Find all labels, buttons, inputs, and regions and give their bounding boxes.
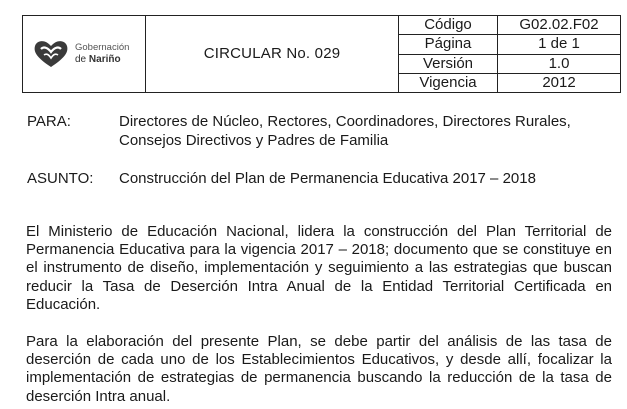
logo-text [75, 42, 129, 66]
para-line1: Directores de Núcleo, Rectores, Coordinadores, Directores Rurales, [119, 113, 571, 130]
body-paragraph-2: Para la elaboración del presente Plan, se debe partir del análisis de las tasa de deserción de cada uno de los Establecimientos Educativos, y desde allí, focalizar la implementación de estrategias de permanencia buscando la reducción de la tasa de deserción Intra anual. [26, 333, 612, 405]
logo-line2 [75, 54, 129, 66]
meta-value-vigencia: 2012 [498, 73, 621, 92]
body-paragraph-1: El Ministerio de Educación Nacional, lidera la construcción del Plan Territorial de Permanencia Educativa para la vigencia 2017 – 2018; documento que se constituye en el instrumento de diseño, implementación y seguimiento a las estrategias que buscan reducir la Tasa de Deserción Intra Anual de la Entidad Territorial Certificada en Educación. [26, 223, 612, 313]
logo-cell [23, 16, 146, 93]
meta-value-version: 1.0 [498, 54, 621, 73]
meta-value-pagina: 1 de 1 [498, 35, 621, 54]
circular-title: CIRCULAR No. 029 [146, 16, 399, 93]
document-header-table [22, 15, 621, 93]
meta-label-pagina: Página [399, 35, 498, 54]
heart-hands-logo-icon [33, 39, 69, 69]
logo-line1: Gobernación [75, 42, 130, 53]
meta-label-vigencia: Vigencia [399, 73, 498, 92]
asunto-label: ASUNTO: [27, 170, 94, 187]
logo-line2-prefix: de [75, 54, 89, 65]
asunto-block [27, 170, 627, 190]
meta-label-codigo: Código [399, 16, 498, 35]
asunto-text: Construcción del Plan de Permanencia Educativa 2017 – 2018 [119, 170, 536, 187]
para-block [27, 113, 627, 153]
gobernacion-logo [23, 16, 145, 92]
meta-value-codigo: G02.02.F02 [498, 16, 621, 35]
para-label: PARA: [27, 113, 71, 130]
logo-line2-bold: Nariño [88, 54, 121, 65]
meta-label-version: Versión [399, 54, 498, 73]
para-line2: Consejos Directivos y Padres de Familia [119, 132, 389, 149]
